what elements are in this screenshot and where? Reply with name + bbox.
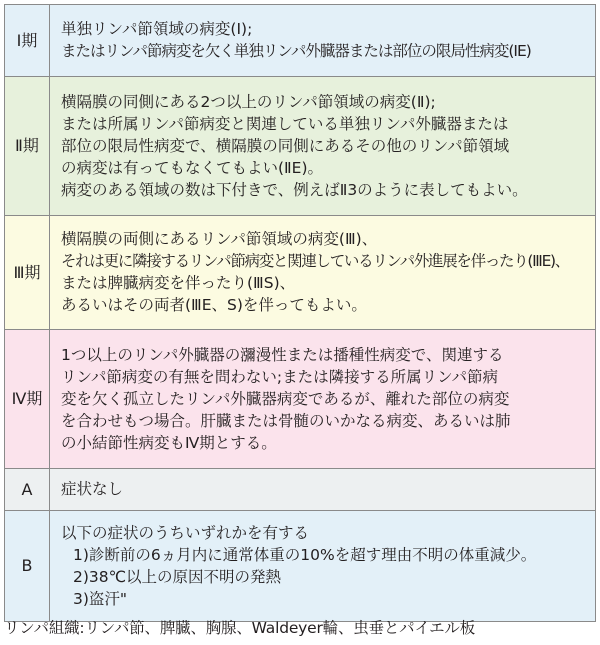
- stage-1-row: [5, 5, 596, 77]
- symptom-b-label: B: [5, 511, 50, 622]
- stage-4-line: 変を欠く孤立したリンパ外臓器病変であるが、離れた部位の病変: [61, 389, 510, 408]
- stage-3-line: 横隔膜の両側にあるリンパ節領域の病変(Ⅲ)、: [61, 230, 378, 248]
- stage-3-line: それは更に隣接するリンパ節病変と関連しているリンパ外進展を伴ったり(ⅢE)、: [61, 252, 570, 270]
- stage-4-line: を合わせもつ場合。肝臓または骨髄のいかなる病変、あるいは肺: [61, 411, 511, 430]
- symptom-a-line: 症状なし: [61, 480, 124, 498]
- stage-1-label: Ⅰ期: [5, 5, 50, 77]
- symptom-b-description: [50, 511, 596, 622]
- stage-1-line: 単独リンパ節領域の病変(Ⅰ);: [61, 20, 253, 38]
- stage-4-line: リンパ節病変の有無を問わない;または隣接する所属リンパ節病: [61, 367, 499, 386]
- symptom-b-line: 以下の症状のうちいずれかを有する: [61, 523, 310, 542]
- stage-1-line: またはリンパ節病変を欠く単独リンパ外臓器または部位の限局性病変(ⅠE): [61, 42, 531, 60]
- stage-3-description: [50, 216, 596, 330]
- symptom-b-item: 1)診断前の6ヵ月内に通常体重の10%を超す理由不明の体重減少。: [73, 545, 537, 564]
- stage-2-line: の病変は有ってもなくてもよい(ⅡE)。: [61, 158, 324, 177]
- staging-table: [4, 4, 596, 622]
- stage-4-line: の小結節性病変もⅣ期とする。: [61, 433, 277, 452]
- stage-2-line: または所属リンパ節病変と関連している単独リンパ外臓器または: [61, 114, 509, 133]
- stage-3-row: [5, 216, 596, 330]
- stage-3-line: あるいはその両者(ⅢE、S)を伴ってもよい。: [61, 296, 367, 314]
- stage-4-row: [5, 330, 596, 469]
- stage-2-label: Ⅱ期: [5, 77, 50, 216]
- stage-2-line: 病変のある領域の数は下付きで、例えばⅡ3のように表してもよい。: [61, 180, 528, 199]
- stage-2-row: [5, 77, 596, 216]
- lymph-tissue-footnote: リンパ組織:リンパ節、脾臓、胸腺、Waldeyer輪、虫垂とパイエル板: [4, 619, 476, 637]
- stage-4-line: 1つ以上のリンパ外臓器の瀰漫性または播種性病変で、関連する: [61, 345, 504, 364]
- symptom-a-row: [5, 469, 596, 511]
- stage-4-description: [50, 330, 596, 469]
- stage-3-line: または脾臓病変を伴ったり(ⅢS)、: [61, 274, 296, 292]
- symptom-a-label: A: [5, 469, 50, 511]
- stage-2-line: 横隔膜の同側にある2つ以上のリンパ節領域の病変(Ⅱ);: [61, 92, 436, 111]
- stage-4-label: Ⅳ期: [5, 330, 50, 469]
- symptom-b-row: [5, 511, 596, 622]
- stage-2-line: 部位の限局性病変で、横隔膜の同側にあるその他のリンパ節領域: [61, 136, 510, 155]
- symptom-b-item: 2)38℃以上の原因不明の発熱: [73, 567, 282, 586]
- stage-2-description: [50, 77, 596, 216]
- stage-1-description: [50, 5, 596, 77]
- stage-3-label: Ⅲ期: [5, 216, 50, 330]
- symptom-a-description: [50, 469, 596, 511]
- symptom-b-item: 3)盗汗": [73, 589, 128, 608]
